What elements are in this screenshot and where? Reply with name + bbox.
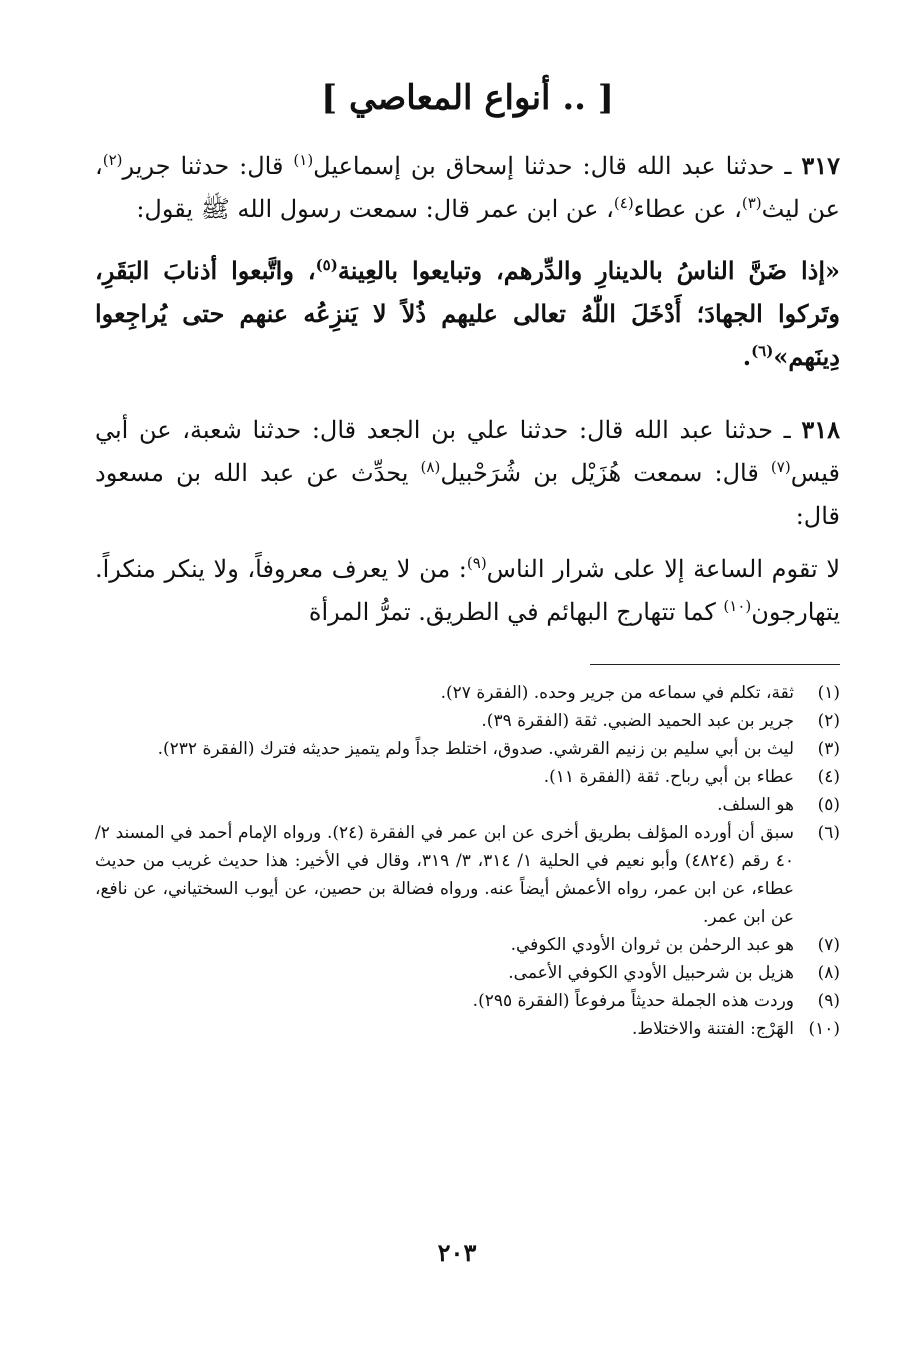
footnote-ref: (٩): [466, 554, 487, 572]
footnote-item: (١) ثقة، تكلم في سماعه من جرير وحده. (الفقرة ٢٧).: [440, 683, 840, 703]
page-number: ٢٠٣: [437, 1238, 477, 1267]
footnotes: [95, 679, 840, 1043]
hadith-317-chain: ٣١٧ ـ حدثنا عبد الله قال: حدثنا إسحاق بن إسماعيل$^{(١)}$ قال: حدثنا جرير$^{(٢)}$، عن ليث$^{(٣)}$، عن عطاء$^{(٤)}$، عن ابن عمر قال: سمعت رسول الله ﷺ يقول:: [95, 151, 840, 223]
footnote-ref: (١٠): [723, 597, 752, 615]
chapter-title: [ .. أنواع المعاصي ]: [321, 78, 614, 118]
footnote-item: (٣) ليث بن أبي سليم بن زنيم القرشي. صدوق، اختلط جداً ولم يتميز حديثه فترك (الفقرة ٢٣٢).: [157, 739, 840, 759]
footnote-ref: (٨): [420, 458, 441, 476]
footnote-item: (٤) عطاء بن أبي رباح. ثقة (الفقرة ١١).: [543, 767, 840, 787]
hadith-number: ٣١٨: [801, 415, 840, 444]
footnote-ref: (٥): [315, 256, 338, 274]
footnote-item: (١٠) الهَرْج: الفتنة والاختلاط.: [631, 1019, 840, 1039]
footnote-item: (٧) هو عبد الرحمٰن بن ثروان الأودي الكوفي.: [510, 935, 840, 955]
footnote-ref: (٣): [741, 194, 762, 212]
hadith-number: ٣١٧: [801, 151, 840, 180]
footnote-item: (٩) وردت هذه الجملة حديثاً مرفوعاً (الفقرة ٢٩٥).: [472, 991, 840, 1011]
footnote-ref: (٤): [613, 194, 634, 212]
footnote-item: (٨) هزيل بن شرحبيل الأودي الكوفي الأعمى.: [508, 963, 840, 983]
footnote-item: (٦) سبق أن أورده المؤلف بطريق أخرى عن ابن عمر في الفقرة (٢٤). ورواه الإمام أحمد في المسند ٢/ ٤٠ رقم (٤٨٢٤) وأبو نعيم في الحلية ١/ ٣١٤، ٣/ ٣١٩، وقال في الأخير: هذا حديث غريب من حديث عطاء، عن ابن عمر، رواه الأعمش أيضاً عنه. ورواه فضالة بن حصين، عن أيوب السختياني، عن نافع، عن ابن عمر.: [95, 823, 840, 927]
hadith-318-text: لا تقوم الساعة إلا على شرار الناس$^{(٩)}$: من لا يعرف معروفاً، ولا ينكر منكراً. يتهارجون$^{(١٠)}$ كما تتهارج البهائم في الطريق. تمرُّ المرأة: [95, 554, 841, 626]
hadith-317-text: «إذا ضَنَّ الناسُ بالدينارِ والدِّرهم، وتبايعوا بالعِينة$^{(٥)}$، واتَّبعوا أذنابَ البَقَرِ، وتَركوا الجهادَ؛ أَدْخَلَ اللّٰهُ تعالى عليهم ذُلاً لا يَنزِعُه عنهم حتى يُراجِعوا دِينَهم»$^{(٦)}$.: [95, 256, 840, 371]
footnote-item: (٢) جرير بن عبد الحميد الضبي. ثقة (الفقرة ٣٩).: [481, 711, 840, 731]
page-body: [95, 78, 840, 1043]
footnote-divider: [590, 664, 840, 665]
hadith-318-chain: ٣١٨ ـ حدثنا عبد الله قال: حدثنا علي بن الجعد قال: حدثنا شعبة، عن أبي قيس$^{(٧)}$ قال: سمعت هُزَيْل بن شُرَحْبيل$^{(٨)}$ يحدِّث عن عبد الله بن مسعود قال:: [95, 415, 841, 530]
footnote-item: (٥) هو السلف.: [717, 795, 840, 815]
footnote-ref: (٦): [751, 342, 774, 360]
footnote-ref: (٧): [770, 458, 791, 476]
footnote-ref: (١): [293, 151, 314, 169]
footnote-ref: (٢): [102, 151, 123, 169]
